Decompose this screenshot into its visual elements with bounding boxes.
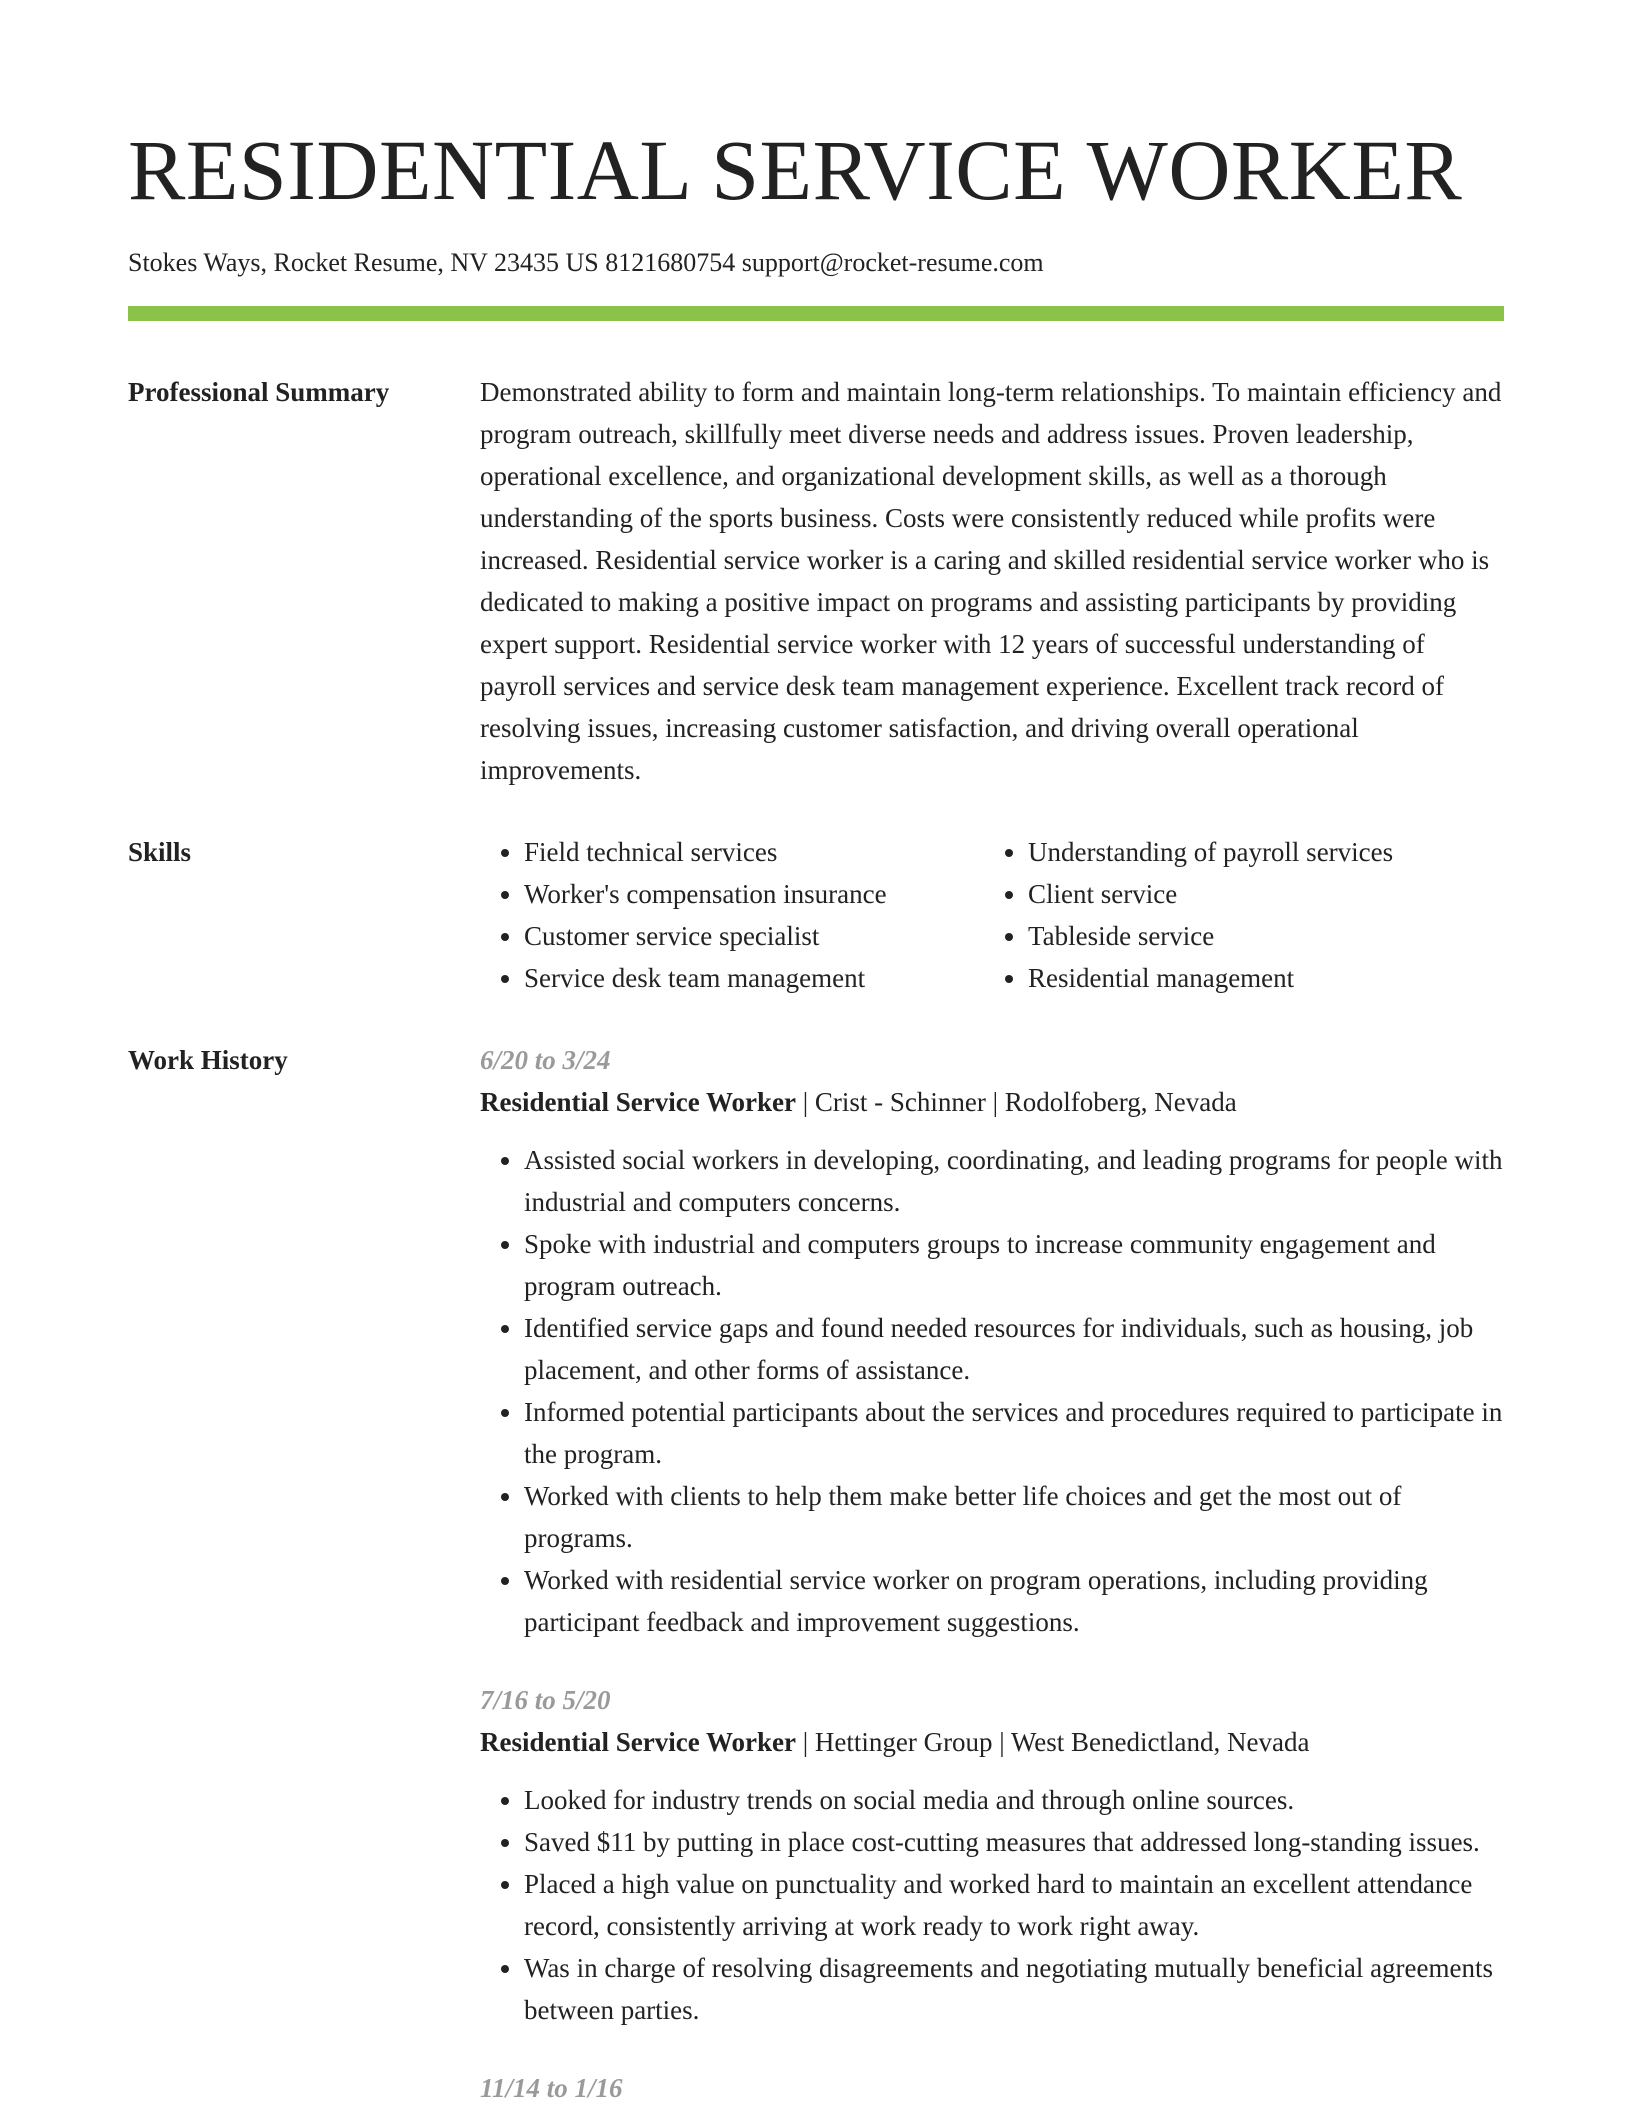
job-bullet: • Assisted social workers in developing, coordinating, and leading programs for people with industrial and computers concerns. — [524, 1139, 1504, 1223]
job-entry — [480, 1039, 1504, 1643]
job-bullet: • Worked with residential service worker on program operations, including providing participant feedback and improvement suggestions. — [524, 1559, 1504, 1643]
summary-label: Professional Summary — [128, 377, 390, 407]
job-bullet: • Informed potential participants about the services and procedures required to participate in the program. — [524, 1391, 1504, 1475]
job-bullets — [480, 1779, 1504, 2031]
job-title-line — [480, 1081, 1504, 1123]
job-bullet: • Was in charge of resolving disagreements and negotiating mutually beneficial agreements between parties. — [524, 1947, 1504, 2031]
skills-column-1 — [480, 831, 984, 999]
job-dates: 7/16 to 5/20 — [480, 1685, 611, 1715]
skill-item: • Tableside service — [1028, 915, 1393, 957]
skills-column-2 — [984, 831, 1393, 999]
contact-line — [128, 246, 1504, 280]
job-entry — [480, 1679, 1504, 2031]
job-company-location: | Crist - Schinner | Rodolfoberg, Nevada — [795, 1087, 1237, 1117]
skill-item: • Client service — [1028, 873, 1393, 915]
job-entry — [480, 2067, 1504, 2109]
skills-section — [128, 831, 1504, 999]
resume-page — [128, 120, 1504, 2109]
job-bullet: • Spoke with industrial and computers groups to increase community engagement and program outreach. — [524, 1223, 1504, 1307]
skill-item: • Service desk team management — [524, 957, 984, 999]
skill-item: • Field technical services — [524, 831, 984, 873]
job-bullet: • Identified service gaps and found needed resources for individuals, such as housing, job placement, and other forms of assistance. — [524, 1307, 1504, 1391]
accent-divider — [128, 306, 1504, 321]
summary-section — [128, 371, 1504, 791]
job-title: Residential Service Worker — [480, 1087, 796, 1117]
contact-email: support@rocket-resume.com — [741, 248, 1044, 277]
job-company-location: | Hettinger Group | West Benedictland, Nevada — [795, 1727, 1310, 1757]
resume-name: RESIDENTIAL SERVICE WORKER — [128, 122, 1463, 218]
skills-label: Skills — [128, 837, 192, 867]
skill-item: • Customer service specialist — [524, 915, 984, 957]
job-bullet: • Placed a high value on punctuality and worked hard to maintain an excellent attendance record, consistently arriving at work ready to work right away. — [524, 1863, 1504, 1947]
skill-item: • Worker's compensation insurance — [524, 873, 984, 915]
skill-item: • Residential management — [1028, 957, 1393, 999]
job-title: Residential Service Worker — [480, 1727, 796, 1757]
contact-phone: 8121680754 — [605, 248, 736, 277]
work-history-section — [128, 1039, 1504, 2109]
job-bullet: • Looked for industry trends on social media and through online sources. — [524, 1779, 1504, 1821]
job-bullets — [480, 1139, 1504, 1643]
job-dates: 6/20 to 3/24 — [480, 1045, 611, 1075]
contact-address: Stokes Ways, Rocket Resume, NV 23435 US — [128, 248, 599, 277]
summary-text: Demonstrated ability to form and maintain long-term relationships. To maintain efficiency and program outreach, skillfully meet diverse needs and address issues. Proven leadership, operational excellence, and organizational development skills, as well as a thorough understanding of the sports business. Costs were consistently reduced while profits were increased. Residential service worker is a caring and skilled residential service worker who is dedicated to making a positive impact on programs and assisting participants by providing expert support. Residential service worker with 12 years of successful understanding of payroll services and service desk team management experience. Excellent track record of resolving issues, increasing customer satisfaction, and driving overall operational improvements. — [480, 377, 1502, 785]
job-dates: 11/14 to 1/16 — [480, 2073, 623, 2103]
job-title-line — [480, 1721, 1504, 1763]
job-bullet: • Worked with clients to help them make better life choices and get the most out of programs. — [524, 1475, 1504, 1559]
job-bullet: • Saved $11 by putting in place cost-cutting measures that addressed long-standing issues. — [524, 1821, 1504, 1863]
skill-item: • Understanding of payroll services — [1028, 831, 1393, 873]
work-history-label: Work History — [128, 1045, 288, 1075]
